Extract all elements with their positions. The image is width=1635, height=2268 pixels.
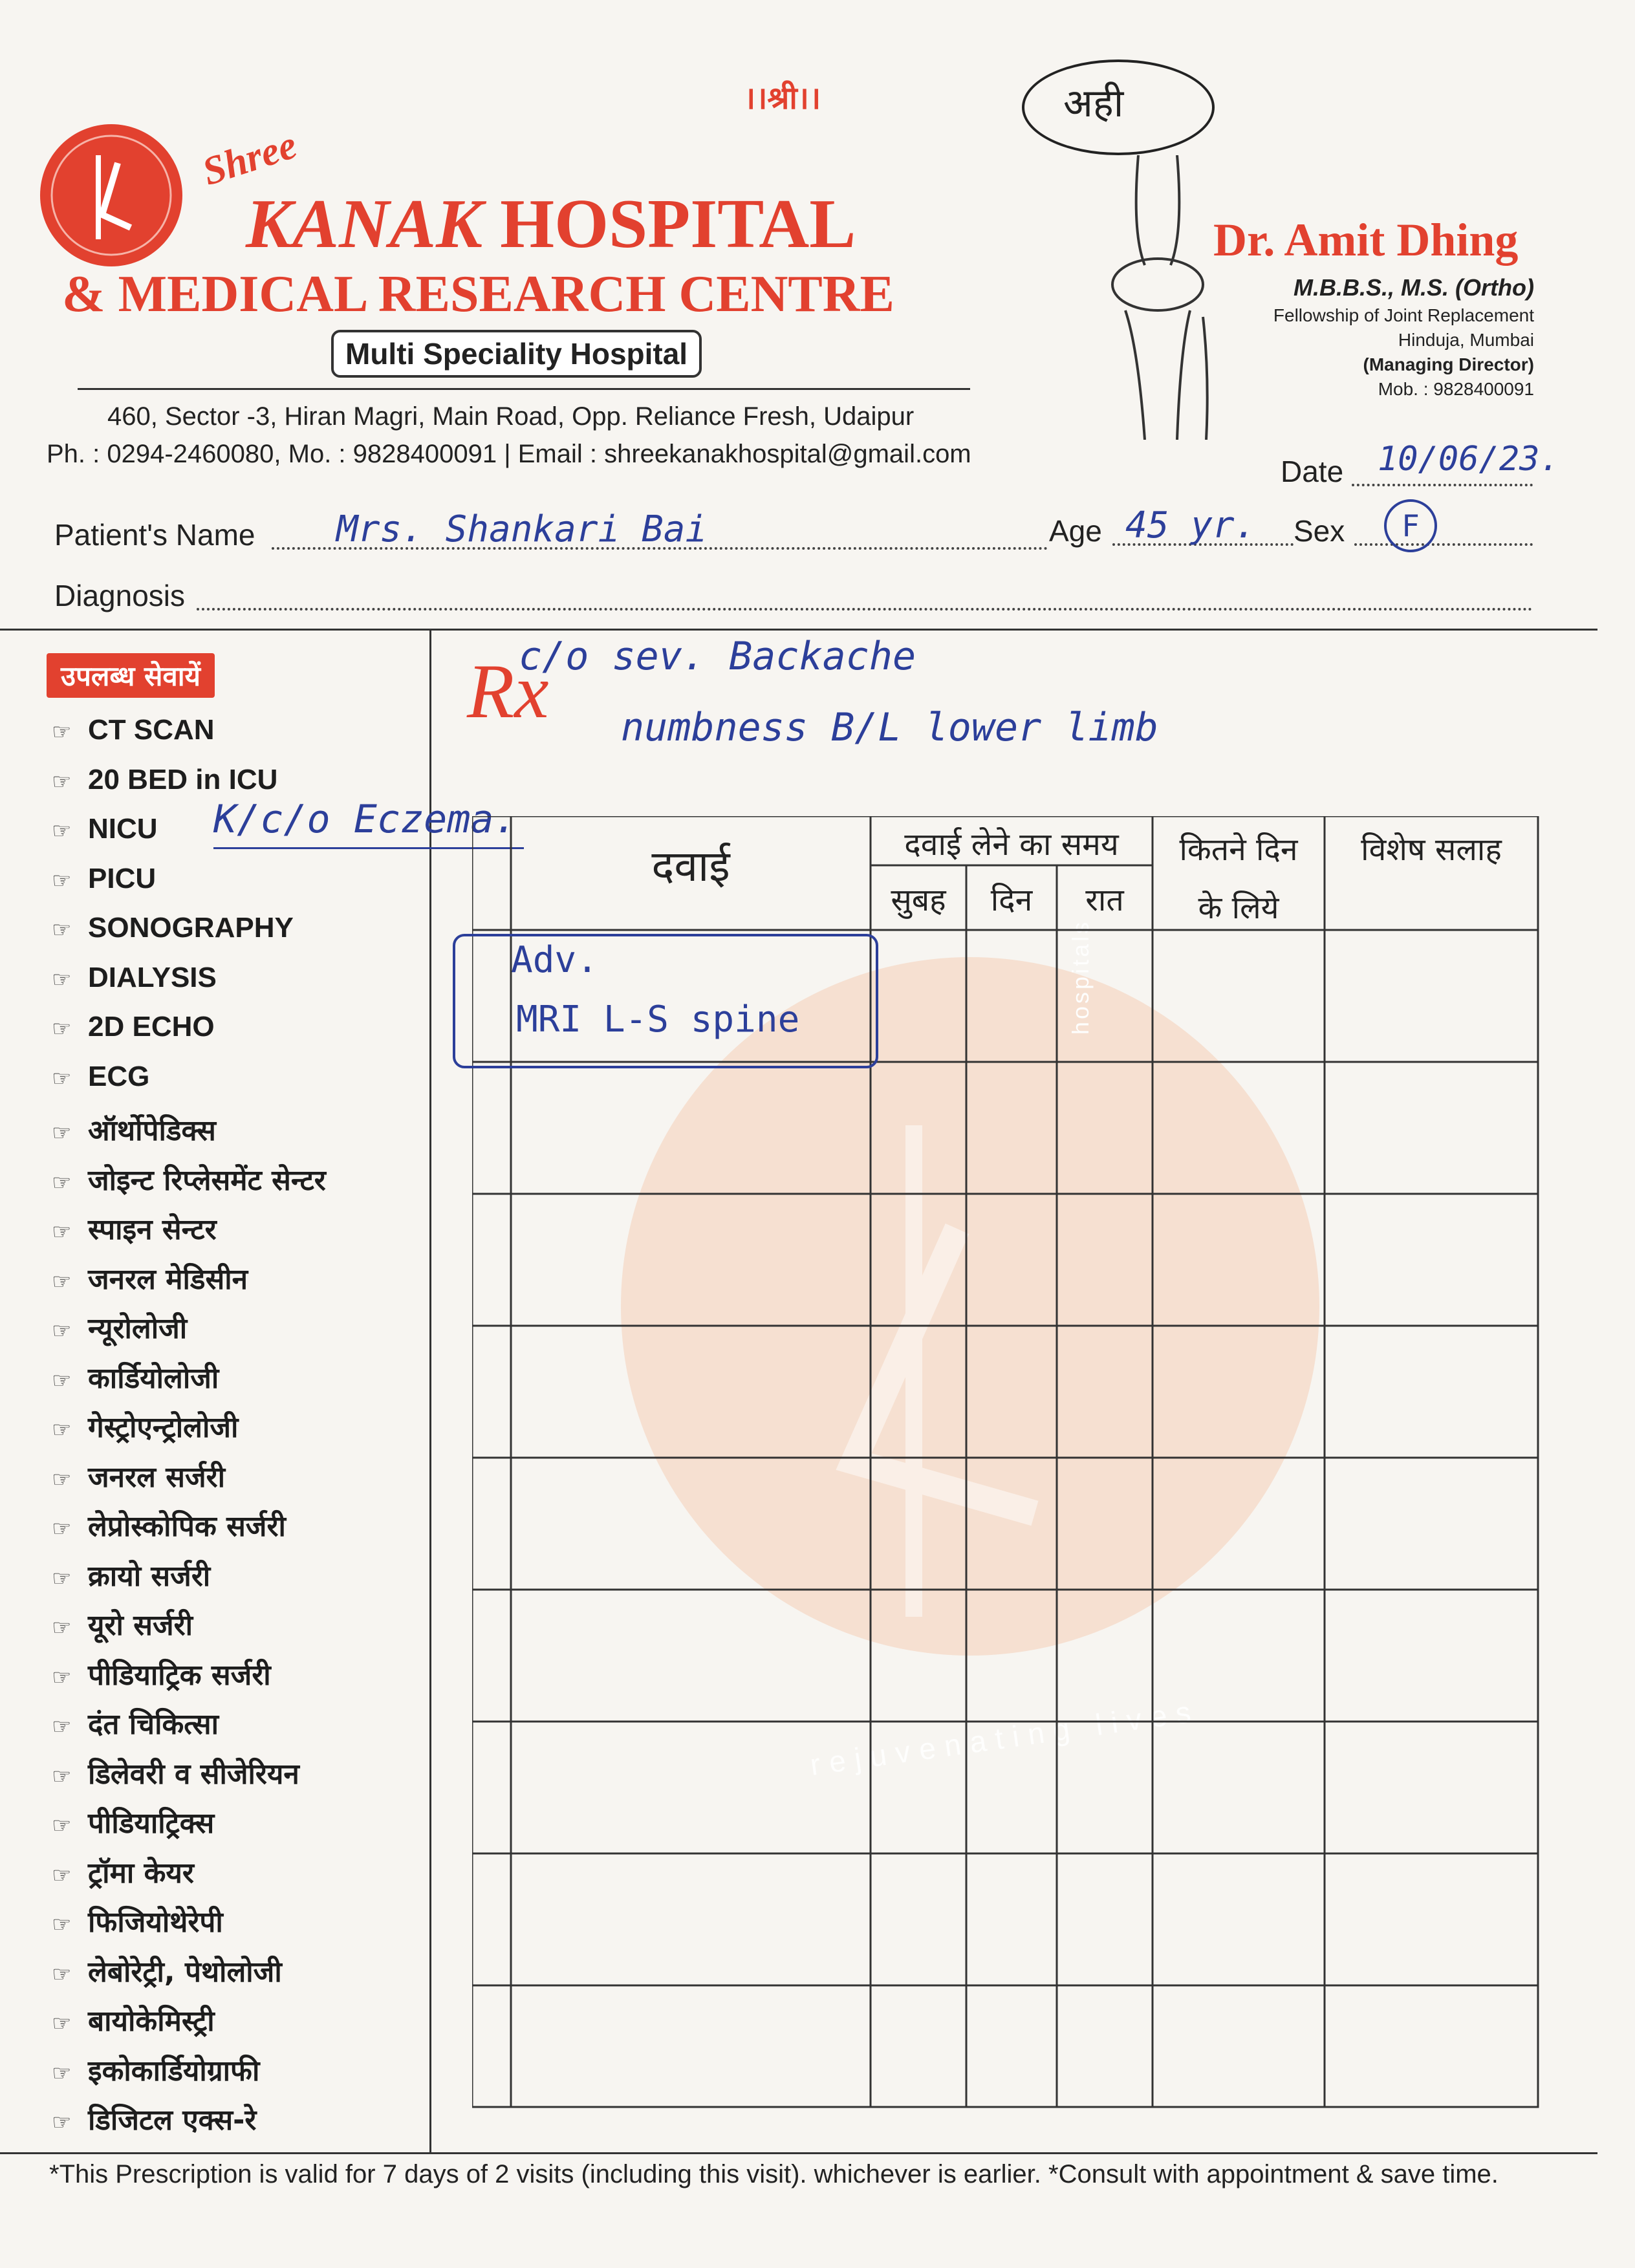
service-item <box>52 1901 223 1940</box>
service-item <box>52 1951 282 1990</box>
service-item <box>52 1802 214 1841</box>
pointing-hand-icon: ☞ <box>52 819 72 843</box>
watermark-arc-text: rejuvenating lives <box>808 1693 1202 1782</box>
service-item-label: PICU <box>88 862 157 894</box>
service-item <box>52 2050 259 2089</box>
age-value: 45 yr. <box>1125 504 1257 546</box>
doctor-name: Dr. Amit Dhing <box>1213 214 1519 266</box>
service-item-label: कार्डियोलोजी <box>88 1361 219 1395</box>
service-item <box>52 1061 149 1093</box>
circled-mark-text: अही <box>1063 81 1124 126</box>
hospital-name-part2: HOSPITAL <box>500 186 856 263</box>
hospital-address: 460, Sector -3, Hiran Magri, Main Road, Opp. Reliance Fresh, Udaipur <box>107 402 915 431</box>
service-item-label: न्यूरोलोजी <box>88 1312 188 1345</box>
col-time-header: दवाई लेने का समय <box>904 826 1119 863</box>
hospital-contact: Ph. : 0294-2460080, Mo. : 9828400091 | Email : shreekanakhospital@gmail.com <box>47 440 971 468</box>
hospital-line2: & MEDICAL RESEARCH CENTRE <box>62 266 894 323</box>
sex-label: Sex <box>1294 514 1345 548</box>
pointing-hand-icon: ☞ <box>52 1763 72 1789</box>
service-item-label: NICU <box>88 813 158 845</box>
body-top-rule <box>0 629 1597 631</box>
service-item-label: बायोकेमिस्ट्री <box>88 2005 215 2038</box>
service-item-label: फिजियोथेरेपी <box>88 1906 223 1939</box>
advice-label: Adv. <box>511 939 598 981</box>
hospital-prefix: Shree <box>197 122 302 195</box>
service-item <box>52 1160 326 1198</box>
pointing-hand-icon: ☞ <box>52 2110 72 2135</box>
service-item-label: स्पाइन सेन्टर <box>88 1213 217 1246</box>
service-item-label: जोइन्ट रिप्लेसमेंट सेन्टर <box>88 1163 326 1197</box>
pointing-hand-icon: ☞ <box>52 1268 72 1295</box>
col-night-header: रात <box>1085 882 1124 918</box>
service-item-label: डिजिटल एक्स-रे <box>88 2104 257 2137</box>
service-item-label: ऑर्थोपेडिक्स <box>88 1114 216 1147</box>
doctor-degree: M.B.B.S., M.S. (Ortho) <box>1294 274 1534 301</box>
service-item <box>52 1209 217 1247</box>
pointing-hand-icon: ☞ <box>52 1615 72 1641</box>
patient-name-value: Mrs. Shankari Bai <box>336 508 708 550</box>
service-item-label: लेप्रोस्कोपिक सर्जरी <box>88 1510 286 1543</box>
service-item-label: DIALYSIS <box>88 961 217 993</box>
service-item <box>52 1703 219 1742</box>
pointing-hand-icon: ☞ <box>52 868 72 893</box>
col-days-header-2: के लिये <box>1198 890 1279 926</box>
rx-complaint-2: numbness B/L lower limb <box>621 705 1158 750</box>
col-day-header: दिन <box>990 882 1033 918</box>
pointing-hand-icon: ☞ <box>52 1862 72 1888</box>
circled-mark <box>1022 59 1215 155</box>
pointing-hand-icon: ☞ <box>52 1318 72 1344</box>
advice-value: MRI L-S spine <box>516 999 800 1041</box>
hospital-name-part1: KANAK <box>246 186 483 263</box>
sex-value: F <box>1384 499 1437 552</box>
service-item <box>52 2099 256 2138</box>
service-item-label: CT SCAN <box>88 714 215 746</box>
col-morning-header: सुबह <box>891 882 946 918</box>
header-rule <box>78 388 970 390</box>
service-item <box>52 1555 210 1594</box>
service-item-label: क्रायो सर्जरी <box>88 1559 211 1593</box>
hospital-logo <box>40 124 182 266</box>
pointing-hand-icon: ☞ <box>52 1912 72 1938</box>
service-item <box>52 1506 286 1544</box>
service-item <box>52 1604 193 1643</box>
doctor-fellowship: Fellowship of Joint Replacement <box>1273 305 1534 325</box>
pointing-hand-icon: ☞ <box>52 918 72 942</box>
pointing-hand-icon: ☞ <box>52 1961 72 1987</box>
pointing-hand-icon: ☞ <box>52 1367 72 1394</box>
service-item-label: इकोकार्डियोग्राफी <box>88 2054 260 2088</box>
pointing-hand-icon: ☞ <box>52 1120 72 1146</box>
service-item <box>52 1407 238 1445</box>
age-label: Age <box>1049 514 1102 548</box>
sidebar-divider <box>429 629 431 2154</box>
service-item-label: लेबोरेट्री, पेथोलोजी <box>88 1955 282 1989</box>
pointing-hand-icon: ☞ <box>52 1664 72 1690</box>
pointing-hand-icon: ☞ <box>52 1219 72 1245</box>
pointing-hand-icon: ☞ <box>52 1466 72 1493</box>
service-item <box>52 1654 271 1693</box>
service-item-label: गेस्ट्रोएन्ट्रोलोजी <box>88 1411 239 1444</box>
service-item-label: SONOGRAPHY <box>88 912 294 944</box>
service-item <box>52 1308 187 1346</box>
service-item <box>52 2000 215 2039</box>
service-item <box>52 912 294 944</box>
service-item-label: पीडियाट्रिक सर्जरी <box>88 1658 271 1692</box>
service-item-label: ECG <box>88 1060 150 1092</box>
diagnosis-label: Diagnosis <box>54 579 185 612</box>
pointing-hand-icon: ☞ <box>52 1066 72 1091</box>
sex-line <box>1354 543 1533 546</box>
doctor-place: Hinduja, Mumbai <box>1398 330 1534 350</box>
pointing-hand-icon: ☞ <box>52 1714 72 1740</box>
rx-symbol: Rx <box>467 648 549 734</box>
services-title: उपलब्ध सेवायें <box>47 653 215 698</box>
pointing-hand-icon: ☞ <box>52 1017 72 1041</box>
service-item <box>52 1753 299 1792</box>
advice-box <box>453 934 878 1068</box>
service-item <box>52 1852 194 1891</box>
date-line <box>1352 484 1533 486</box>
patient-name-label: Patient's Name <box>54 518 255 552</box>
pointing-hand-icon: ☞ <box>52 720 72 744</box>
pointing-hand-icon: ☞ <box>52 1813 72 1839</box>
service-item-label: पीडियाट्रिक्स <box>88 1807 215 1840</box>
service-item <box>52 1456 225 1495</box>
pointing-hand-icon: ☞ <box>52 1516 72 1542</box>
watermark-side-text: hospitals <box>1067 919 1094 1035</box>
pointing-hand-icon: ☞ <box>52 1565 72 1592</box>
doctor-mobile: Mob. : 9828400091 <box>1378 379 1534 399</box>
pointing-hand-icon: ☞ <box>52 967 72 992</box>
diagnosis-line <box>197 608 1533 610</box>
pointing-hand-icon: ☞ <box>52 2011 72 2036</box>
service-item <box>52 1258 248 1297</box>
col-days-header-1: कितने दिन <box>1179 832 1298 868</box>
doctor-role: (Managing Director) <box>1363 354 1534 374</box>
pointing-hand-icon: ☞ <box>52 1417 72 1443</box>
service-item <box>52 863 156 895</box>
service-item-label: ट्रॉमा केयर <box>88 1856 194 1890</box>
service-item <box>52 1011 215 1043</box>
pointing-hand-icon: ☞ <box>52 769 72 794</box>
date-label: Date <box>1281 455 1344 488</box>
hospital-tagline: Multi Speciality Hospital <box>331 330 702 378</box>
service-item <box>52 714 215 746</box>
pointing-hand-icon: ☞ <box>52 1169 72 1196</box>
service-item-label: 20 BED in ICU <box>88 763 278 795</box>
service-item <box>52 1357 219 1396</box>
date-value: 10/06/23. <box>1378 440 1560 479</box>
rx-known-case: K/c/o Eczema. <box>213 797 517 842</box>
service-item <box>52 813 158 845</box>
col-advice-header: विशेष सलाह <box>1361 832 1502 868</box>
footer-note: *This Prescription is valid for 7 days of 2 visits (including this visit). whichever is earlier. *Consult with appointment & save time. <box>49 2160 1499 2188</box>
service-item-label: जनरल मेडिसीन <box>88 1262 248 1296</box>
service-item-label: 2D ECHO <box>88 1011 215 1042</box>
hospital-name <box>246 184 856 265</box>
pointing-hand-icon: ☞ <box>52 2060 72 2086</box>
body-bottom-rule <box>0 2152 1597 2154</box>
service-item-label: दंत चिकित्सा <box>88 1708 219 1741</box>
rx-complaint-1: c/o sev. Backache <box>519 634 916 679</box>
knee-sketch-icon <box>1074 155 1242 440</box>
service-item <box>52 1110 216 1149</box>
service-item <box>52 962 217 994</box>
service-item-label: जनरल सर्जरी <box>88 1460 225 1494</box>
service-item <box>52 764 277 796</box>
service-item-label: डिलेवरी व सीजेरियन <box>88 1757 299 1791</box>
col-medicine-header: दवाई <box>651 841 730 891</box>
service-item-label: यूरो सर्जरी <box>88 1609 193 1642</box>
top-blessing: ।।श्री।। <box>744 81 821 116</box>
